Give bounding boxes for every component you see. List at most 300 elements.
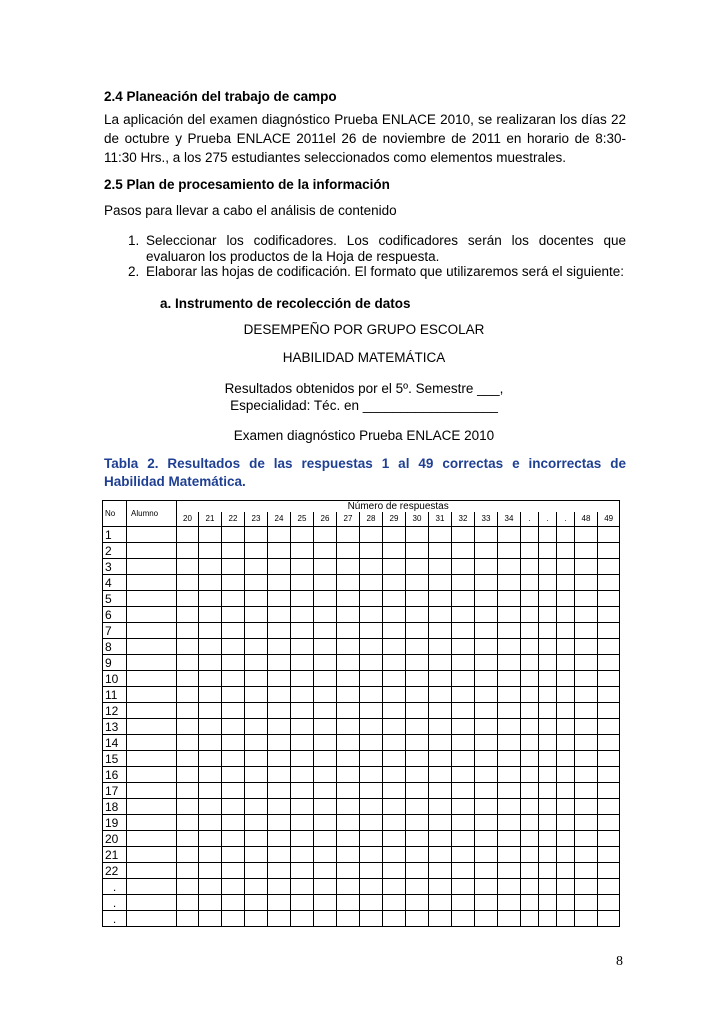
answer-cell <box>521 703 539 719</box>
answer-cell <box>429 895 452 911</box>
answer-cell <box>360 655 383 671</box>
answer-cell <box>575 607 598 623</box>
table-row <box>103 559 620 575</box>
answer-cell <box>452 783 475 799</box>
answer-cell <box>383 623 406 639</box>
answer-cell <box>383 543 406 559</box>
answer-cell <box>199 591 222 607</box>
table-row <box>103 783 620 799</box>
answer-cell <box>498 559 521 575</box>
row-number: 7 <box>103 623 127 639</box>
answer-cell <box>498 831 521 847</box>
answer-cell <box>222 735 245 751</box>
answer-cell <box>314 751 337 767</box>
answer-cell <box>245 559 268 575</box>
answer-column-header: 22 <box>222 512 245 527</box>
answer-cell <box>360 687 383 703</box>
answer-cell <box>429 655 452 671</box>
answer-cell <box>557 655 575 671</box>
answer-cell <box>575 767 598 783</box>
answer-cell <box>475 735 498 751</box>
answer-column-header: 48 <box>575 512 598 527</box>
answer-cell <box>199 831 222 847</box>
answer-cell <box>429 863 452 879</box>
answer-cell <box>575 863 598 879</box>
row-number: 8 <box>103 639 127 655</box>
answer-cell <box>383 831 406 847</box>
answer-cell <box>337 751 360 767</box>
answer-cell <box>557 607 575 623</box>
answer-cell <box>575 623 598 639</box>
answer-cell <box>539 831 557 847</box>
answer-cell <box>406 671 429 687</box>
table-row <box>103 671 620 687</box>
answer-cell <box>598 767 620 783</box>
answer-cell <box>291 895 314 911</box>
answer-cell <box>245 735 268 751</box>
answer-cell <box>337 559 360 575</box>
answer-cell <box>245 863 268 879</box>
answer-cell <box>177 847 199 863</box>
answer-cell <box>383 687 406 703</box>
answer-cell <box>199 575 222 591</box>
alumno-cell <box>127 767 177 783</box>
answer-cell <box>539 527 557 543</box>
answer-cell <box>498 543 521 559</box>
answer-cell <box>406 751 429 767</box>
answer-cell <box>245 703 268 719</box>
answer-cell <box>557 671 575 687</box>
table-row <box>103 607 620 623</box>
answer-cell <box>521 671 539 687</box>
answer-cell <box>268 735 291 751</box>
answer-cell <box>199 847 222 863</box>
answer-cell <box>268 895 291 911</box>
row-number: 2 <box>103 543 127 559</box>
answer-cell <box>429 607 452 623</box>
answer-cell <box>521 911 539 927</box>
page-number: 8 <box>616 954 623 969</box>
answer-cell <box>222 607 245 623</box>
answer-cell <box>291 687 314 703</box>
answer-cell <box>475 911 498 927</box>
answer-cell <box>199 655 222 671</box>
answer-cell <box>268 559 291 575</box>
answer-cell <box>383 863 406 879</box>
answer-cell <box>177 799 199 815</box>
answer-cell <box>498 671 521 687</box>
table-row <box>103 767 620 783</box>
answer-cell <box>245 527 268 543</box>
answer-cell <box>268 671 291 687</box>
answer-cell <box>475 815 498 831</box>
answer-cell <box>406 831 429 847</box>
answer-cell <box>291 639 314 655</box>
alumno-cell <box>127 799 177 815</box>
answer-cell <box>521 543 539 559</box>
answer-cell <box>475 895 498 911</box>
answer-cell <box>429 591 452 607</box>
answer-cell <box>314 895 337 911</box>
answer-cell <box>245 575 268 591</box>
answer-cell <box>539 879 557 895</box>
answer-cell <box>314 607 337 623</box>
answer-cell <box>268 639 291 655</box>
answer-cell <box>222 815 245 831</box>
alumno-cell <box>127 847 177 863</box>
alumno-cell <box>127 815 177 831</box>
answer-cell <box>452 799 475 815</box>
answer-cell <box>452 863 475 879</box>
answer-cell <box>245 799 268 815</box>
table-row <box>103 655 620 671</box>
answer-cell <box>314 639 337 655</box>
answer-cell <box>383 719 406 735</box>
answer-cell <box>475 575 498 591</box>
answer-cell <box>314 831 337 847</box>
step-number: 2. <box>128 264 140 279</box>
answer-cell <box>498 735 521 751</box>
table-row <box>103 863 620 879</box>
answer-cell <box>177 735 199 751</box>
answer-cell <box>222 767 245 783</box>
answer-cell <box>575 655 598 671</box>
answer-cell <box>291 655 314 671</box>
answer-cell <box>575 751 598 767</box>
answer-cell <box>222 783 245 799</box>
answer-cell <box>406 783 429 799</box>
step-text: Elaborar las hojas de codificación. El formato que utilizaremos será el siguiente: <box>146 264 624 279</box>
answer-cell <box>314 575 337 591</box>
answer-cell <box>222 623 245 639</box>
answer-cell <box>337 575 360 591</box>
answer-cell <box>498 703 521 719</box>
answer-cell <box>539 607 557 623</box>
answer-cell <box>598 607 620 623</box>
answer-cell <box>598 783 620 799</box>
answer-cell <box>539 703 557 719</box>
answer-cell <box>406 591 429 607</box>
answer-cell <box>245 879 268 895</box>
answer-cell <box>383 895 406 911</box>
answer-cell <box>337 607 360 623</box>
answer-column-header: 29 <box>383 512 406 527</box>
answer-cell <box>337 719 360 735</box>
answer-cell <box>429 575 452 591</box>
answer-cell <box>268 527 291 543</box>
table-row <box>103 527 620 543</box>
row-number: 19 <box>103 815 127 831</box>
answer-cell <box>222 831 245 847</box>
table-row <box>103 831 620 847</box>
answer-cell <box>268 543 291 559</box>
answer-cell <box>498 815 521 831</box>
answer-cell <box>598 879 620 895</box>
answer-cell <box>314 879 337 895</box>
answer-cell <box>222 527 245 543</box>
row-number: . <box>103 879 127 895</box>
answer-cell <box>575 639 598 655</box>
table-row <box>103 879 620 895</box>
answer-cell <box>291 575 314 591</box>
answer-cell <box>177 639 199 655</box>
answer-cell <box>383 879 406 895</box>
answer-cell <box>268 623 291 639</box>
row-number: . <box>103 895 127 911</box>
answer-cell <box>475 847 498 863</box>
step-number: 1. <box>128 233 140 248</box>
answer-cell <box>539 575 557 591</box>
answer-cell <box>268 815 291 831</box>
answer-cell <box>177 671 199 687</box>
answer-cell <box>199 799 222 815</box>
answer-cell <box>557 847 575 863</box>
answer-column-header: 28 <box>360 512 383 527</box>
answer-cell <box>452 847 475 863</box>
table-header-row <box>103 501 620 513</box>
answer-cell <box>521 623 539 639</box>
answer-cell <box>291 879 314 895</box>
answer-cell <box>360 559 383 575</box>
answer-cell <box>222 591 245 607</box>
answer-cell <box>291 527 314 543</box>
answer-cell <box>177 831 199 847</box>
answer-cell <box>575 911 598 927</box>
row-number: 22 <box>103 863 127 879</box>
answer-cell <box>598 799 620 815</box>
answer-cell <box>245 911 268 927</box>
alumno-cell <box>127 639 177 655</box>
answer-column-header: 33 <box>475 512 498 527</box>
answer-cell <box>337 527 360 543</box>
answer-cell <box>575 719 598 735</box>
answer-cell <box>475 543 498 559</box>
answer-cell <box>222 847 245 863</box>
answer-cell <box>429 687 452 703</box>
row-number: 3 <box>103 559 127 575</box>
answer-cell <box>199 783 222 799</box>
answer-cell <box>521 815 539 831</box>
answer-cell <box>498 799 521 815</box>
answer-cell <box>575 831 598 847</box>
answer-cell <box>498 863 521 879</box>
answer-cell <box>222 559 245 575</box>
answer-cell <box>539 559 557 575</box>
answer-cell <box>291 815 314 831</box>
answer-cell <box>383 767 406 783</box>
alumno-cell <box>127 623 177 639</box>
answer-cell <box>575 543 598 559</box>
answer-cell <box>406 703 429 719</box>
instrument-subject: HABILIDAD MATEMÁTICA <box>282 350 446 365</box>
answer-cell <box>406 575 429 591</box>
answer-cell <box>452 655 475 671</box>
answer-cell <box>337 735 360 751</box>
answer-cell <box>452 911 475 927</box>
answer-cell <box>222 639 245 655</box>
answer-cell <box>452 687 475 703</box>
alumno-cell <box>127 863 177 879</box>
answer-cell <box>429 799 452 815</box>
row-number: 12 <box>103 703 127 719</box>
answer-cell <box>360 831 383 847</box>
answer-cell <box>575 703 598 719</box>
answer-column-header: 23 <box>245 512 268 527</box>
answer-cell <box>429 527 452 543</box>
answer-cell <box>383 847 406 863</box>
alumno-cell <box>127 735 177 751</box>
answer-cell <box>539 639 557 655</box>
answer-cell <box>291 703 314 719</box>
answer-cell <box>222 671 245 687</box>
alumno-cell <box>127 719 177 735</box>
answer-cell <box>383 655 406 671</box>
answer-cell <box>360 607 383 623</box>
answer-cell <box>314 687 337 703</box>
answer-cell <box>383 575 406 591</box>
answer-cell <box>557 799 575 815</box>
answer-cell <box>268 767 291 783</box>
answer-cell <box>222 879 245 895</box>
answer-cell <box>199 623 222 639</box>
answer-cell <box>314 655 337 671</box>
answer-cell <box>498 847 521 863</box>
answer-cell <box>268 831 291 847</box>
answer-cell <box>291 863 314 879</box>
table-row <box>103 623 620 639</box>
answer-cell <box>498 751 521 767</box>
answer-cell <box>337 543 360 559</box>
answer-cell <box>314 911 337 927</box>
answer-column-header: 25 <box>291 512 314 527</box>
answer-cell <box>245 639 268 655</box>
answer-cell <box>429 767 452 783</box>
answer-cell <box>268 607 291 623</box>
answer-cell <box>383 527 406 543</box>
answer-cell <box>406 623 429 639</box>
answer-cell <box>452 703 475 719</box>
answer-cell <box>360 591 383 607</box>
answer-cell <box>199 751 222 767</box>
table-row <box>103 591 620 607</box>
answer-cell <box>268 911 291 927</box>
answer-cell <box>291 559 314 575</box>
answer-cell <box>245 655 268 671</box>
answer-column-header: . <box>521 512 539 527</box>
answer-cell <box>360 575 383 591</box>
answer-cell <box>406 559 429 575</box>
answer-cell <box>539 847 557 863</box>
answer-cell <box>199 735 222 751</box>
answer-cell <box>406 895 429 911</box>
answer-cell <box>406 863 429 879</box>
answer-cell <box>406 879 429 895</box>
answer-cell <box>557 911 575 927</box>
answer-cell <box>521 767 539 783</box>
answer-cell <box>557 751 575 767</box>
answer-cell <box>475 687 498 703</box>
answer-cell <box>337 639 360 655</box>
answer-cell <box>337 879 360 895</box>
alumno-cell <box>127 831 177 847</box>
answer-column-header: 32 <box>452 512 475 527</box>
answer-cell <box>475 607 498 623</box>
answer-cell <box>598 847 620 863</box>
answer-cell <box>360 719 383 735</box>
answer-cell <box>452 527 475 543</box>
answer-cell <box>429 735 452 751</box>
step-text: Seleccionar los codificadores. Los codificadores serán los docentes que evaluaron los productos de la Hoja de respuesta. <box>146 233 626 264</box>
answer-cell <box>498 911 521 927</box>
answer-cell <box>268 575 291 591</box>
answer-cell <box>268 591 291 607</box>
answer-cell <box>575 895 598 911</box>
table-row <box>103 799 620 815</box>
answer-cell <box>598 655 620 671</box>
answer-cell <box>383 751 406 767</box>
table-row <box>103 895 620 911</box>
alumno-cell <box>127 703 177 719</box>
answer-cell <box>245 783 268 799</box>
answer-cell <box>475 559 498 575</box>
answer-cell <box>199 543 222 559</box>
answer-cell <box>539 895 557 911</box>
alumno-cell <box>127 527 177 543</box>
answer-cell <box>475 879 498 895</box>
col-header-no: No <box>103 501 127 527</box>
answer-cell <box>498 591 521 607</box>
alumno-cell <box>127 655 177 671</box>
row-number: 20 <box>103 831 127 847</box>
table-row <box>103 543 620 559</box>
answer-cell <box>557 559 575 575</box>
answer-cell <box>521 527 539 543</box>
answer-cell <box>314 815 337 831</box>
answer-cell <box>598 895 620 911</box>
answer-cell <box>498 623 521 639</box>
answer-column-header: . <box>539 512 557 527</box>
answer-cell <box>199 703 222 719</box>
answer-cell <box>337 623 360 639</box>
answer-cell <box>539 911 557 927</box>
instrument-title: DESEMPEÑO POR GRUPO ESCOLAR <box>243 322 485 337</box>
instrument-semester: Resultados obtenidos por el 5º. Semestre ___, <box>224 381 504 396</box>
row-number: 1 <box>103 527 127 543</box>
answer-cell <box>360 847 383 863</box>
answer-cell <box>360 639 383 655</box>
answer-cell <box>521 591 539 607</box>
table-caption: Tabla 2. Resultados de las respuestas 1 al 49 correctas e incorrectas de Habilidad Matemática. <box>104 456 626 489</box>
answer-cell <box>177 591 199 607</box>
answer-cell <box>360 751 383 767</box>
answer-cell <box>222 751 245 767</box>
row-number: 14 <box>103 735 127 751</box>
answer-cell <box>575 575 598 591</box>
answer-cell <box>337 655 360 671</box>
answer-cell <box>521 751 539 767</box>
answer-cell <box>452 543 475 559</box>
answer-cell <box>452 591 475 607</box>
answer-cell <box>337 687 360 703</box>
answer-cell <box>177 767 199 783</box>
answer-cell <box>177 783 199 799</box>
answer-cell <box>598 815 620 831</box>
answer-cell <box>406 799 429 815</box>
answer-cell <box>177 815 199 831</box>
answer-cell <box>598 591 620 607</box>
answer-cell <box>177 559 199 575</box>
answer-cell <box>222 703 245 719</box>
